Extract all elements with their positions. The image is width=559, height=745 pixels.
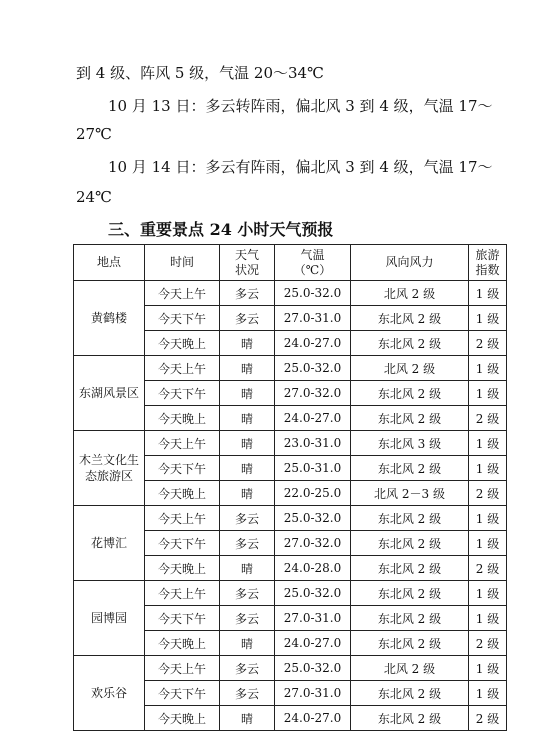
table-row: [74, 356, 507, 381]
cell-weather: 晴: [220, 381, 275, 406]
cell-wind: 东北风 2 级: [351, 581, 469, 606]
header-time: 时间: [145, 245, 220, 281]
cell-place: 黄鹤楼: [74, 281, 145, 356]
cell-time: 今天下午: [145, 531, 220, 556]
cell-index: 1 级: [469, 281, 507, 306]
cell-wind: 东北风 2 级: [351, 456, 469, 481]
cell-temperature: 25.0-31.0: [275, 456, 351, 481]
cell-index: 2 级: [469, 706, 507, 731]
cell-time: 今天下午: [145, 381, 220, 406]
header-temperature-line-2: （℃）: [293, 262, 332, 277]
cell-index: 1 级: [469, 656, 507, 681]
table-row: [74, 281, 507, 306]
cell-weather: 多云: [220, 681, 275, 706]
cell-time: 今天晚上: [145, 481, 220, 506]
paragraph-line-3: 27℃: [76, 125, 112, 143]
cell-time: 今天上午: [145, 581, 220, 606]
cell-weather: 晴: [220, 556, 275, 581]
cell-weather: 多云: [220, 606, 275, 631]
cell-index: 1 级: [469, 381, 507, 406]
cell-index: 1 级: [469, 456, 507, 481]
cell-temperature: 27.0-31.0: [275, 606, 351, 631]
cell-weather: 晴: [220, 706, 275, 731]
header-wind: 风向风力: [351, 245, 469, 281]
cell-temperature: 27.0-32.0: [275, 531, 351, 556]
header-index-line-1: 旅游: [475, 247, 500, 262]
cell-weather: 多云: [220, 656, 275, 681]
cell-temperature: 27.0-32.0: [275, 381, 351, 406]
header-weather-line-2: 状况: [234, 262, 259, 277]
cell-weather: 晴: [220, 406, 275, 431]
cell-weather: 多云: [220, 581, 275, 606]
cell-index: 1 级: [469, 356, 507, 381]
cell-index: 1 级: [469, 306, 507, 331]
table-header-row: [74, 245, 507, 281]
cell-wind: 东北风 3 级: [351, 431, 469, 456]
cell-index: 1 级: [469, 531, 507, 556]
table-row: [74, 431, 507, 456]
cell-index: 2 级: [469, 556, 507, 581]
cell-weather: 多云: [220, 281, 275, 306]
cell-temperature: 24.0-27.0: [275, 406, 351, 431]
cell-time: 今天下午: [145, 681, 220, 706]
paragraph-line-4: 10 月 14 日：多云有阵雨，偏北风 3 到 4 级，气温 17～: [108, 158, 493, 176]
cell-wind: 东北风 2 级: [351, 506, 469, 531]
header-temperature: [275, 245, 351, 281]
cell-index: 2 级: [469, 331, 507, 356]
cell-index: 1 级: [469, 581, 507, 606]
header-place: 地点: [74, 245, 145, 281]
cell-time: 今天下午: [145, 456, 220, 481]
paragraph-line-1: 到 4 级、阵风 5 级，气温 20～34℃: [76, 64, 324, 82]
cell-place: 欢乐谷: [74, 656, 145, 731]
cell-wind: 东北风 2 级: [351, 681, 469, 706]
cell-time: 今天上午: [145, 506, 220, 531]
cell-wind: 北风 2－3 级: [351, 481, 469, 506]
cell-time: 今天上午: [145, 281, 220, 306]
cell-temperature: 24.0-27.0: [275, 331, 351, 356]
cell-index: 2 级: [469, 631, 507, 656]
cell-wind: 东北风 2 级: [351, 381, 469, 406]
cell-wind: 东北风 2 级: [351, 406, 469, 431]
cell-index: 2 级: [469, 406, 507, 431]
table-row: [74, 656, 507, 681]
cell-weather: 晴: [220, 481, 275, 506]
cell-time: 今天上午: [145, 431, 220, 456]
cell-wind: 东北风 2 级: [351, 556, 469, 581]
cell-temperature: 22.0-25.0: [275, 481, 351, 506]
cell-weather: 多云: [220, 506, 275, 531]
paragraph-line-5: 24℃: [76, 188, 112, 206]
cell-wind: 东北风 2 级: [351, 706, 469, 731]
cell-wind: 东北风 2 级: [351, 331, 469, 356]
cell-temperature: 24.0-28.0: [275, 556, 351, 581]
cell-weather: 晴: [220, 631, 275, 656]
table-body: [74, 281, 507, 731]
cell-time: 今天晚上: [145, 631, 220, 656]
cell-temperature: 25.0-32.0: [275, 656, 351, 681]
header-weather-line-1: 天气: [234, 247, 259, 262]
header-index: [469, 245, 507, 281]
paragraph-line-2: 10 月 13 日：多云转阵雨，偏北风 3 到 4 级，气温 17～: [108, 97, 493, 115]
cell-index: 1 级: [469, 431, 507, 456]
table-row: [74, 506, 507, 531]
cell-temperature: 25.0-32.0: [275, 356, 351, 381]
cell-weather: 晴: [220, 356, 275, 381]
cell-temperature: 23.0-31.0: [275, 431, 351, 456]
header-temperature-line-1: 气温: [300, 247, 325, 262]
cell-weather: 多云: [220, 306, 275, 331]
cell-temperature: 25.0-32.0: [275, 581, 351, 606]
cell-time: 今天晚上: [145, 556, 220, 581]
weather-forecast-table: [73, 244, 507, 731]
cell-wind: 东北风 2 级: [351, 531, 469, 556]
cell-temperature: 27.0-31.0: [275, 681, 351, 706]
cell-time: 今天上午: [145, 356, 220, 381]
cell-place: 东湖风景区: [74, 356, 145, 431]
cell-weather: 晴: [220, 431, 275, 456]
cell-index: 2 级: [469, 481, 507, 506]
cell-weather: 多云: [220, 531, 275, 556]
cell-temperature: 27.0-31.0: [275, 306, 351, 331]
section-heading: 三、重要景点 24 小时天气预报: [108, 220, 334, 239]
cell-index: 1 级: [469, 606, 507, 631]
cell-place: 花博汇: [74, 506, 145, 581]
cell-wind: 东北风 2 级: [351, 306, 469, 331]
cell-temperature: 25.0-32.0: [275, 281, 351, 306]
cell-temperature: 24.0-27.0: [275, 631, 351, 656]
cell-weather: 晴: [220, 331, 275, 356]
cell-time: 今天下午: [145, 606, 220, 631]
cell-place: 园博园: [74, 581, 145, 656]
header-index-line-2: 指数: [475, 262, 500, 277]
header-weather: [220, 245, 275, 281]
cell-wind: 东北风 2 级: [351, 631, 469, 656]
cell-wind: 北风 2 级: [351, 656, 469, 681]
cell-wind: 东北风 2 级: [351, 606, 469, 631]
cell-weather: 晴: [220, 456, 275, 481]
cell-time: 今天下午: [145, 306, 220, 331]
cell-wind: 北风 2 级: [351, 281, 469, 306]
table-row: [74, 581, 507, 606]
cell-index: 1 级: [469, 506, 507, 531]
cell-time: 今天晚上: [145, 706, 220, 731]
cell-temperature: 25.0-32.0: [275, 506, 351, 531]
cell-wind: 北风 2 级: [351, 356, 469, 381]
cell-time: 今天晚上: [145, 406, 220, 431]
cell-temperature: 24.0-27.0: [275, 706, 351, 731]
cell-time: 今天晚上: [145, 331, 220, 356]
cell-time: 今天上午: [145, 656, 220, 681]
cell-place: 木兰文化生态旅游区: [74, 431, 145, 506]
cell-index: 1 级: [469, 681, 507, 706]
